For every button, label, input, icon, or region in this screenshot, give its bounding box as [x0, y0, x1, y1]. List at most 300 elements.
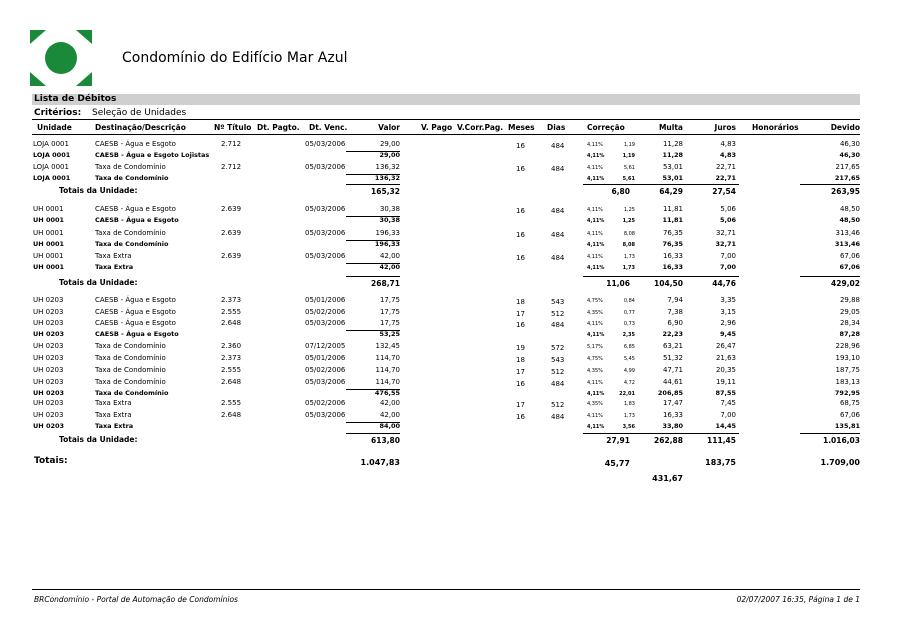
footer-app-name: BRCondomínio - Portal de Automação de Condomínios [34, 595, 238, 604]
cell-descricao: CAESB - Água e Esgoto [95, 319, 176, 327]
cell-correcao: 2,35 [622, 332, 635, 338]
cell-multa: 47,71 [662, 366, 683, 374]
cell-juros: 44,76 [712, 279, 736, 288]
cell-unidade: UH 0203 [33, 422, 65, 430]
cell-juros: 32,71 [715, 240, 736, 248]
cell-correcao-pct: 4,11% [587, 424, 605, 430]
cell-unidade: UH 0203 [33, 308, 64, 316]
cell-correcao: 1,25 [623, 207, 635, 213]
total-rule-valor [346, 184, 400, 185]
cell-dt-venc: 05/01/2006 [305, 354, 346, 362]
cell-devido: 1.016,03 [822, 436, 860, 445]
cell-meses: 16 [516, 231, 525, 239]
cell-meses: 19 [516, 344, 525, 352]
table-row [0, 411, 900, 422]
cell-total-label: Totais da Unidade: [59, 278, 138, 287]
cell-unidade: UH 0001 [33, 240, 65, 248]
table-row [0, 366, 900, 377]
cell-dias: 484 [551, 142, 565, 150]
total-rule-fees [583, 433, 739, 434]
cell-multa: 53,01 [662, 174, 683, 182]
header-meses: Meses [508, 123, 535, 132]
cell-correcao: 3,56 [622, 424, 635, 430]
cell-correcao: 1,73 [622, 265, 635, 271]
cell-multa: 51,32 [662, 354, 683, 362]
cell-correcao: 11,06 [606, 279, 630, 288]
cell-correcao: 1,73 [623, 254, 635, 260]
table-row [0, 252, 900, 263]
subtotal-row [0, 240, 900, 251]
cell-multa: 16,33 [662, 252, 683, 260]
cell-meses: 16 [516, 321, 525, 329]
subtotal-rule [346, 151, 400, 152]
cell-juros: 32,71 [715, 229, 736, 237]
report-title: Condomínio do Edifício Mar Azul [122, 50, 348, 66]
cell-multa: 22,23 [662, 330, 683, 338]
cell-juros: 7,00 [720, 252, 736, 260]
cell-multa: 76,35 [662, 229, 683, 237]
cell-devido: 187,75 [835, 366, 860, 374]
cell-correcao: 6,85 [623, 344, 635, 350]
header-valor: Valor [378, 123, 400, 132]
header-bottom-rule [32, 134, 860, 135]
cell-descricao: Taxa Extra [95, 411, 132, 419]
cell-correcao-pct: 4,35% [587, 310, 603, 316]
cell-multa: 11,81 [662, 216, 683, 224]
cell-multa: 11,81 [662, 205, 683, 213]
cell-valor: 268,71 [371, 279, 400, 288]
cell-juros: 20,35 [715, 366, 736, 374]
cell-descricao: Taxa Extra [95, 263, 134, 271]
subtotal-row [0, 422, 900, 433]
cell-correcao-pct: 4,75% [587, 356, 603, 362]
grand-total-juros: 183,75 [705, 458, 736, 467]
cell-descricao: Taxa de Condomínio [95, 240, 169, 248]
total-rule-fees [583, 184, 739, 185]
cell-unidade: UH 0203 [33, 399, 64, 407]
cell-titulo: 2.373 [221, 296, 242, 304]
cell-devido: 67,06 [839, 263, 860, 271]
cell-dt-venc: 05/03/2006 [305, 252, 346, 260]
cell-dt-venc: 05/03/2006 [305, 319, 346, 327]
cell-dias: 543 [551, 298, 565, 306]
cell-correcao: 1,73 [623, 413, 635, 419]
cell-dias: 484 [551, 254, 565, 262]
cell-correcao: 1,19 [623, 142, 635, 148]
cell-juros: 22,71 [715, 163, 736, 171]
cell-multa: 64,29 [659, 187, 683, 196]
cell-juros: 7,45 [720, 399, 736, 407]
cell-devido: 217,65 [834, 174, 860, 182]
cell-correcao: 5,61 [623, 165, 635, 171]
cell-juros: 14,45 [715, 422, 736, 430]
cell-correcao-pct: 4,11% [587, 218, 605, 224]
cell-valor: 114,70 [375, 378, 400, 386]
cell-correcao-pct: 4,11% [587, 413, 603, 419]
header-correcao: Correção [587, 123, 625, 132]
table-row [0, 205, 900, 216]
cell-multa: 16,33 [662, 411, 683, 419]
cell-juros: 5,06 [719, 216, 736, 224]
cell-valor: 136,32 [375, 163, 400, 171]
cell-titulo: 2.648 [221, 411, 242, 419]
cell-valor: 114,70 [375, 354, 400, 362]
cell-juros: 2,96 [720, 319, 736, 327]
cell-correcao-pct: 4,35% [587, 401, 603, 407]
cell-total-label: Totais da Unidade: [59, 435, 138, 444]
unit-total-row [0, 278, 900, 289]
cell-multa: 17,47 [662, 399, 683, 407]
cell-valor: 53,25 [379, 330, 400, 338]
header-devido: Devido [830, 123, 860, 132]
header-top-rule [32, 119, 860, 120]
cell-unidade: UH 0203 [33, 378, 64, 386]
cell-dt-venc: 05/02/2006 [305, 308, 346, 316]
cell-correcao: 27,91 [606, 436, 630, 445]
total-rule-fees [583, 276, 739, 277]
cell-meses: 16 [516, 207, 525, 215]
cell-correcao: 1,19 [622, 153, 635, 159]
cell-multa: 44,61 [662, 378, 683, 386]
cell-descricao: Taxa de Condomínio [95, 342, 166, 350]
cell-descricao: CAESB - Água e Esgoto [95, 205, 176, 213]
table-row [0, 399, 900, 410]
table-row [0, 342, 900, 353]
cell-correcao-pct: 4,11% [587, 207, 603, 213]
header-unidade: Unidade [37, 123, 72, 132]
cell-descricao: CAESB - Água e Esgoto [95, 330, 179, 338]
cell-dias: 484 [551, 231, 565, 239]
cell-titulo: 2.712 [221, 140, 242, 148]
cell-dt-venc: 05/02/2006 [305, 399, 346, 407]
table-row [0, 354, 900, 365]
cell-unidade: UH 0001 [33, 205, 64, 213]
cell-unidade: UH 0203 [33, 366, 64, 374]
cell-multa: 53,01 [662, 163, 683, 171]
cell-valor: 114,70 [375, 366, 400, 374]
subtotal-rule [346, 216, 400, 217]
cell-multa: 11,28 [662, 140, 683, 148]
cell-juros: 19,11 [715, 378, 736, 386]
cell-meses: 17 [516, 368, 525, 376]
cell-valor: 17,75 [379, 296, 400, 304]
cell-juros: 111,45 [707, 436, 736, 445]
header-dt-venc: Dt. Venc. [309, 123, 348, 132]
cell-multa: 16,33 [662, 263, 683, 271]
total-rule-valor [346, 276, 400, 277]
cell-correcao-pct: 4,11% [587, 231, 603, 237]
cell-juros: 4,83 [719, 151, 736, 159]
cell-juros: 3,15 [720, 308, 736, 316]
cell-valor: 476,55 [374, 389, 400, 397]
cell-titulo: 2.555 [221, 366, 242, 374]
cell-dt-venc: 07/12/2005 [305, 342, 346, 350]
table-row [0, 140, 900, 151]
cell-dias: 484 [551, 207, 565, 215]
cell-dias: 484 [551, 165, 565, 173]
cell-descricao: Taxa de Condomínio [95, 229, 166, 237]
cell-meses: 18 [516, 356, 525, 364]
cell-meses: 17 [516, 401, 525, 409]
cell-meses: 17 [516, 310, 525, 318]
cell-juros: 7,00 [719, 263, 736, 271]
cell-descricao: Taxa de Condomínio [95, 163, 166, 171]
section-title: Lista de Débitos [34, 94, 117, 104]
cell-juros: 3,35 [720, 296, 736, 304]
header-juros: Juros [714, 123, 736, 132]
cell-descricao: Taxa de Condomínio [95, 366, 166, 374]
cell-meses: 18 [516, 298, 525, 306]
header-titulo: Nº Título [214, 123, 252, 132]
cell-devido: 29,05 [839, 308, 860, 316]
grand-total-devido: 1.709,00 [820, 458, 860, 467]
cell-multa: 206,85 [657, 389, 683, 397]
cell-devido: 48,50 [839, 205, 860, 213]
subtotal-rule [346, 263, 400, 264]
cell-correcao-pct: 4,11% [587, 332, 605, 338]
cell-juros: 27,54 [712, 187, 736, 196]
cell-devido: 87,28 [839, 330, 860, 338]
cell-dias: 512 [551, 401, 565, 409]
company-logo [30, 30, 92, 86]
header-multa: Multa [658, 123, 683, 132]
criteria-value: Seleção de Unidades [92, 108, 187, 118]
cell-devido: 48,50 [839, 216, 860, 224]
cell-titulo: 2.639 [221, 205, 242, 213]
cell-descricao: Taxa Extra [95, 422, 134, 430]
cell-unidade: LOJA 0001 [33, 140, 69, 148]
header-v-pago: V. Pago [421, 123, 453, 132]
cell-titulo: 2.648 [221, 319, 242, 327]
cell-correcao: 5,45 [623, 356, 635, 362]
cell-valor: 613,80 [371, 436, 400, 445]
cell-correcao-pct: 4,11% [587, 254, 603, 260]
cell-dt-venc: 05/03/2006 [305, 411, 346, 419]
subtotal-rule [346, 240, 400, 241]
cell-correcao-pct: 4,11% [587, 165, 603, 171]
cell-valor: 84,00 [379, 422, 400, 430]
table-row [0, 308, 900, 319]
subtotal-rule [346, 389, 400, 390]
cell-titulo: 2.639 [221, 229, 242, 237]
cell-unidade: UH 0203 [33, 342, 64, 350]
cell-descricao: CAESB - Água e Esgoto [95, 308, 176, 316]
grand-total-correcao: 45,77 [604, 459, 630, 468]
cell-devido: 67,06 [839, 252, 860, 260]
cell-titulo: 2.555 [221, 308, 242, 316]
cell-dt-venc: 05/01/2006 [305, 296, 346, 304]
cell-dt-venc: 05/03/2006 [305, 163, 346, 171]
cell-descricao: Taxa de Condomínio [95, 174, 169, 182]
footer-timestamp: 02/07/2007 16:35, Página 1 de 1 [736, 595, 860, 604]
cell-juros: 21,63 [715, 354, 736, 362]
cell-valor: 30,38 [379, 216, 400, 224]
cell-devido: 46,30 [839, 140, 860, 148]
cell-titulo: 2.360 [221, 342, 242, 350]
cell-correcao-pct: 4,11% [587, 391, 605, 397]
cell-unidade: UH 0203 [33, 319, 64, 327]
cell-correcao: 1,25 [622, 218, 635, 224]
cell-correcao: 0,73 [623, 321, 635, 327]
cell-correcao: 4,99 [623, 368, 635, 374]
cell-devido: 217,65 [835, 163, 860, 171]
unit-total-row [0, 435, 900, 446]
cell-valor: 196,33 [374, 240, 400, 248]
cell-valor: 165,32 [371, 187, 400, 196]
subtotal-rule [346, 330, 400, 331]
cell-devido: 193,10 [835, 354, 860, 362]
cell-valor: 196,33 [375, 229, 400, 237]
cell-multa: 76,35 [662, 240, 683, 248]
cell-correcao-pct: 4,11% [587, 242, 605, 248]
cell-devido: 263,95 [831, 187, 860, 196]
cell-correcao-pct: 4,11% [587, 380, 603, 386]
footer-rule [32, 589, 860, 590]
header-dt-pagto: Dt. Pagto. [257, 123, 300, 132]
cell-multa: 33,80 [662, 422, 683, 430]
cell-correcao: 8,08 [622, 242, 635, 248]
grand-total-label: Totais: [34, 456, 68, 466]
cell-unidade: UH 0203 [33, 330, 65, 338]
cell-devido: 28,34 [839, 319, 860, 327]
cell-valor: 29,00 [379, 140, 400, 148]
table-row [0, 319, 900, 330]
cell-dias: 572 [551, 344, 565, 352]
cell-juros: 87,55 [715, 389, 736, 397]
cell-valor: 17,75 [379, 319, 400, 327]
cell-descricao: Taxa Extra [95, 252, 132, 260]
cell-valor: 30,38 [379, 205, 400, 213]
cell-correcao: 4,72 [623, 380, 635, 386]
cell-correcao-pct: 5,17% [587, 344, 603, 350]
cell-unidade: UH 0001 [33, 216, 65, 224]
cell-valor: 42,00 [379, 411, 400, 419]
cell-juros: 5,06 [720, 205, 736, 213]
cell-multa: 11,28 [662, 151, 683, 159]
cell-dias: 484 [551, 413, 565, 421]
criteria-label: Critérios: [34, 108, 82, 118]
cell-valor: 29,00 [379, 151, 400, 159]
cell-descricao: CAESB - Água e Esgoto [95, 296, 176, 304]
header-dias: Dias [547, 123, 566, 132]
cell-dias: 484 [551, 380, 565, 388]
cell-correcao: 6,80 [611, 187, 630, 196]
cell-devido: 183,13 [835, 378, 860, 386]
cell-correcao: 0,84 [623, 298, 635, 304]
cell-unidade: LOJA 0001 [33, 163, 69, 171]
cell-valor: 132,45 [375, 342, 400, 350]
cell-unidade: UH 0203 [33, 354, 64, 362]
subtotal-row [0, 174, 900, 185]
cell-juros: 22,71 [715, 174, 736, 182]
subtotal-row [0, 216, 900, 227]
unit-total-row [0, 186, 900, 197]
cell-multa: 63,21 [662, 342, 683, 350]
cell-juros: 26,47 [715, 342, 736, 350]
cell-correcao-pct: 4,11% [587, 153, 605, 159]
cell-devido: 313,46 [834, 240, 860, 248]
cell-unidade: UH 0203 [33, 389, 65, 397]
cell-unidade: UH 0203 [33, 411, 64, 419]
cell-dias: 512 [551, 310, 565, 318]
cell-titulo: 2.373 [221, 354, 242, 362]
cell-correcao-pct: 4,35% [587, 368, 603, 374]
cell-devido: 68,75 [839, 399, 860, 407]
cell-total-label: Totais da Unidade: [59, 186, 138, 195]
cell-multa: 7,38 [667, 308, 683, 316]
cell-descricao: Taxa de Condomínio [95, 378, 166, 386]
header-honorarios: Honorários [752, 123, 799, 132]
cell-devido: 135,81 [834, 422, 860, 430]
cell-dt-venc: 05/03/2006 [305, 378, 346, 386]
cell-multa: 104,50 [654, 279, 683, 288]
subtotal-row [0, 330, 900, 341]
cell-titulo: 2.639 [221, 252, 242, 260]
cell-devido: 67,06 [839, 411, 860, 419]
cell-multa: 7,94 [667, 296, 683, 304]
cell-valor: 42,00 [379, 263, 400, 271]
cell-valor: 136,32 [374, 174, 400, 182]
cell-dt-venc: 05/02/2006 [305, 366, 346, 374]
cell-unidade: UH 0001 [33, 263, 65, 271]
cell-descricao: CAESB - Água e Esgoto [95, 216, 179, 224]
cell-unidade: LOJA 0001 [33, 174, 71, 182]
cell-valor: 17,75 [379, 308, 400, 316]
header-v-corr-pag: V.Corr.Pag. [457, 123, 504, 132]
cell-dias: 512 [551, 368, 565, 376]
table-row [0, 378, 900, 389]
total-rule-valor [346, 433, 400, 434]
cell-devido: 429,02 [831, 279, 860, 288]
cell-meses: 16 [516, 142, 525, 150]
cell-correcao: 0,77 [623, 310, 635, 316]
cell-correcao-pct: 4,11% [587, 176, 605, 182]
cell-dt-venc: 05/03/2006 [305, 229, 346, 237]
cell-multa: 262,88 [654, 436, 683, 445]
subtotal-rule [346, 174, 400, 175]
table-row [0, 163, 900, 174]
grand-total-valor: 1.047,83 [360, 458, 400, 467]
total-rule-devido [800, 276, 860, 277]
cell-correcao: 1,83 [623, 401, 635, 407]
cell-valor: 42,00 [379, 252, 400, 260]
cell-correcao-pct: 4,11% [587, 265, 605, 271]
cell-correcao-pct: 4,75% [587, 298, 603, 304]
cell-descricao: Taxa de Condomínio [95, 389, 169, 397]
cell-dias: 543 [551, 356, 565, 364]
cell-valor: 42,00 [379, 399, 400, 407]
cell-meses: 16 [516, 165, 525, 173]
grand-total-multa: 431,67 [652, 474, 683, 483]
cell-meses: 16 [516, 413, 525, 421]
cell-descricao: CAESB - Água e Esgoto [95, 140, 176, 148]
cell-multa: 6,90 [667, 319, 683, 327]
cell-descricao: CAESB - Água e Esgoto Lojistas [95, 151, 210, 159]
cell-unidade: UH 0001 [33, 252, 64, 260]
cell-dt-venc: 05/03/2006 [305, 140, 346, 148]
cell-meses: 16 [516, 254, 525, 262]
cell-unidade: UH 0001 [33, 229, 64, 237]
cell-descricao: Taxa de Condomínio [95, 354, 166, 362]
subtotal-row [0, 263, 900, 274]
table-row [0, 296, 900, 307]
cell-meses: 16 [516, 380, 525, 388]
cell-juros: 9,45 [719, 330, 736, 338]
cell-titulo: 2.712 [221, 163, 242, 171]
cell-titulo: 2.648 [221, 378, 242, 386]
cell-devido: 313,46 [835, 229, 860, 237]
subtotal-rule [346, 422, 400, 423]
